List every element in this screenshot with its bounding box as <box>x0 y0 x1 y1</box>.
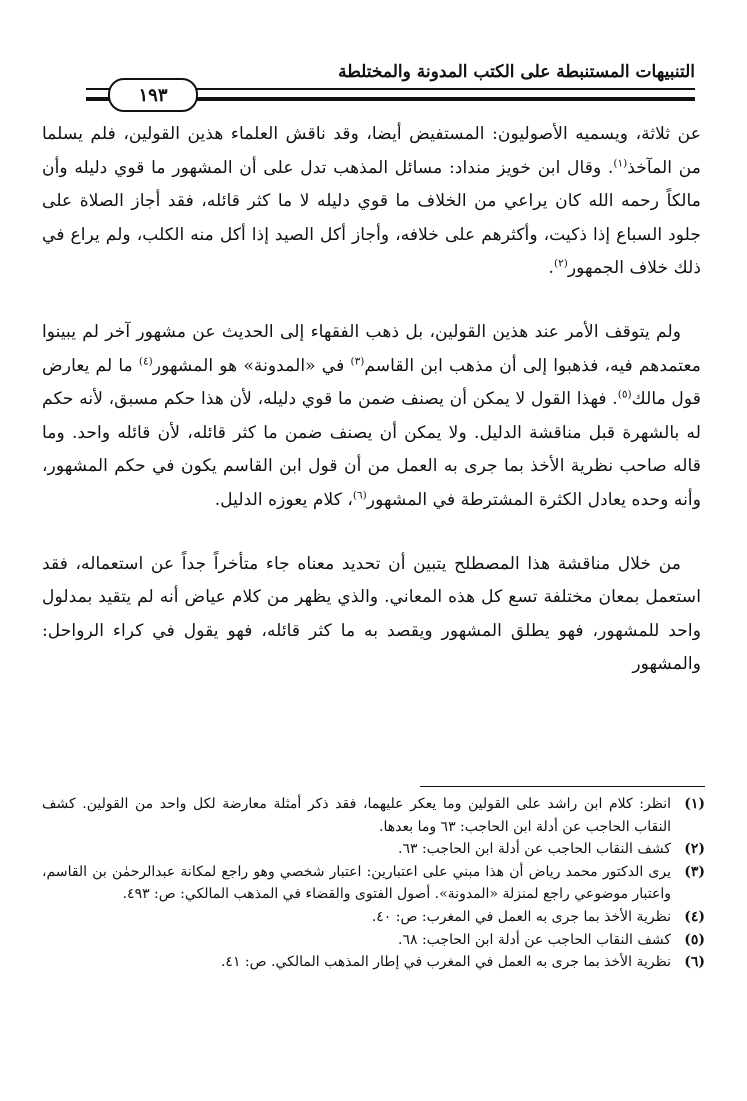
footnote-number: (١) <box>684 796 705 812</box>
paragraph-3-text: من خلال مناقشة هذا المصطلح يتبين أن تحديد معناه جاء متأخراً جداً عن استعماله، فقد استعمل بمعان مختلفة تسع كل هذه المعاني. والذي يظهر من كلام عياض أنه لم يتقيد بمدلول واحد للمشهور، فهو يطلق المشهور ويقصد به ما كثر قائله، فهو يقول في كراء الرواحل: والمشهور <box>42 553 701 675</box>
paragraph-1-text-b: . وقال ابن خويز منداد: مسائل المذهب تدل على أن المشهور ما قوي دليله وأن مالكاً رحمه الله كان يراعي من الخلاف ما قوي دليله لا ما كثر قائله، فقد أجاز الصلاة على جلود السباع إذا ذكيت، وأكثرهم على خلافه، وأجاز أكل الصيد إذا أكل منه الكلب، ولم يراع في ذلك خلاف الجمهور <box>42 157 701 279</box>
footnote-ref-6[interactable]: (٦) <box>352 489 367 502</box>
paragraph-2 <box>42 316 701 518</box>
paragraph-2-text-e: ، كلام يعوزه الدليل. <box>214 489 353 510</box>
page-number-badge <box>108 78 198 112</box>
footnote-text: نظرية الأخذ بما جرى به العمل في المغرب في إطار المذهب المالكي. ص: ٤١. <box>220 954 671 971</box>
paragraph-2-text-a: ولم يتوقف الأمر عند هذين القولين، بل ذهب الفقهاء إلى الحديث عن مشهور آخر لم يبينوا معتمدهم فيه، فذهبوا إلى أن مذهب ابن القاسم <box>42 321 701 376</box>
footnote-number: (٥) <box>684 931 705 948</box>
footnote-text: كشف النقاب الحاجب عن أدلة ابن الحاجب: ٦٨. <box>398 931 671 948</box>
page-number: ١٩٣ <box>138 84 168 106</box>
running-title: التنبيهات المستنبطة على الكتب المدونة والمختلطة <box>338 62 695 82</box>
footnotes <box>42 793 705 974</box>
footnote-text: انظر: كلام ابن راشد على القولين وما يعكر عليهما، فقد ذكر أمثلة معارضة لكل واحد من القولين. كشف النقاب الحاجب عن أدلة ابن الحاجب: ٦٣ وما بعدها. <box>42 796 671 835</box>
footnote-text: كشف النقاب الحاجب عن أدلة ابن الحاجب: ٦٣. <box>398 841 671 858</box>
footnote-number: (٤) <box>684 908 705 925</box>
paragraph-1 <box>42 118 701 286</box>
paragraph-2-text-d: . فهذا القول لا يمكن أن يصنف ضمن ما قوي دليله، لأن هذا حكم مسبق، لأنه حكم له بالشهرة قبل مناقشة الدليل. ولا يمكن أن يصنف ضمن ما كثر قائله، لأن قائله واحد. وما قاله صاحب نظرية الأخذ بما جرى به العمل من أن قول ابن القاسم يكون في حكم المشهور، وأنه وحده يعادل الكثرة المشترطة في المشهور <box>42 389 701 510</box>
footnote-separator <box>420 786 705 787</box>
footnote-ref-1[interactable]: (١) <box>613 156 628 169</box>
paragraph-3 <box>42 548 701 682</box>
footnote-ref-3[interactable]: (٣) <box>350 354 365 367</box>
paragraph-2-text-c: ما لم يعارض قول مالك <box>42 355 701 410</box>
footnote-number: (٦) <box>684 954 705 971</box>
main-text <box>42 118 701 682</box>
footnote-text: يرى الدكتور محمد رياض أن هذا مبني على اعتبارين: اعتبار شخصي وهو راجع لمكانة عبدالرحمٰن بن القاسم، واعتبار موضوعي راجع لمنزلة «المدونة». أصول الفتوى والقضاء في المذهب المالكي: ص: ٤٩٣. <box>42 863 671 903</box>
footnote-item <box>42 793 705 838</box>
footnote-number: (٢) <box>684 841 705 858</box>
paragraph-2-text-b: في «المدونة» هو المشهور <box>152 355 351 376</box>
footnote-ref-2[interactable]: (٢) <box>553 257 568 270</box>
paragraph-1-text-a: عن ثلاثة، ويسميه الأصوليون: المستفيض أيضا، وقد ناقش العلماء هذين القولين، فلم يسلما من المآخذ <box>42 124 701 178</box>
paragraph-1-text-c: . <box>548 258 554 279</box>
footnote-ref-4[interactable]: (٤) <box>138 354 153 367</box>
footnote-item <box>42 951 705 974</box>
footnote-item <box>42 929 705 952</box>
footnote-ref-5[interactable]: (٥) <box>617 388 632 401</box>
footnote-item <box>42 861 705 906</box>
footnote-item <box>42 906 705 929</box>
footnote-number: (٣) <box>684 863 705 880</box>
footnote-item <box>42 838 705 861</box>
footnote-text: نظرية الأخذ بما جرى به العمل في المغرب: ص: ٤٠. <box>371 908 671 925</box>
